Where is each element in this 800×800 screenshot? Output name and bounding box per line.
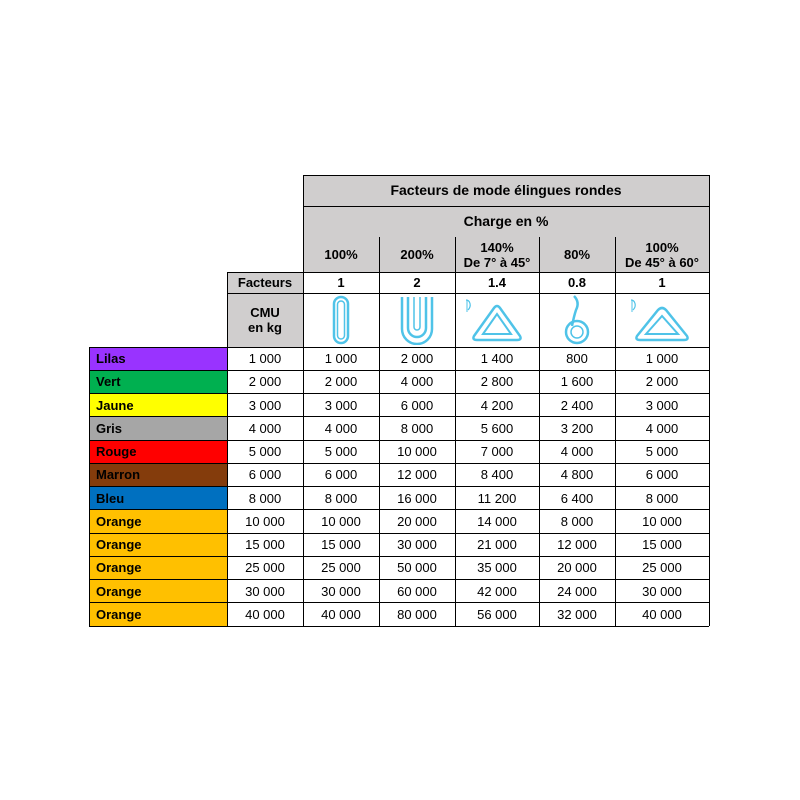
load-cell (379, 580, 455, 603)
icon-cell (615, 293, 709, 347)
cmu-value: 6 000 (248, 467, 282, 483)
cmu-value: 8 000 (248, 490, 282, 506)
cmu-value: 25 000 (245, 560, 285, 576)
cmu-value: 1 000 (248, 351, 282, 367)
load-cell (615, 487, 709, 510)
color-name: Jaune (96, 397, 134, 413)
cmu-cell (227, 603, 303, 626)
load-value: 8 000 (645, 490, 679, 506)
load-cell (615, 347, 709, 370)
mode-header-1 (303, 237, 379, 272)
color-label-cell (89, 533, 227, 556)
load-cell (379, 463, 455, 486)
load-cell (303, 603, 379, 626)
load-value: 5 600 (480, 420, 514, 436)
load-value: 2 000 (324, 374, 358, 390)
grid-line (89, 486, 709, 487)
load-cell (615, 580, 709, 603)
load-value: 3 200 (560, 420, 594, 436)
mode-angle: De 7° à 45° (463, 254, 531, 270)
load-value: 5 000 (645, 444, 679, 460)
cmu-cell (227, 417, 303, 440)
grid-line (227, 272, 228, 626)
grid-line (709, 175, 710, 626)
load-cell (379, 394, 455, 417)
load-value: 2 800 (480, 374, 514, 390)
load-value: 6 400 (560, 490, 594, 506)
load-value: 10 000 (397, 444, 437, 460)
load-cell (455, 603, 539, 626)
mode-header-4 (539, 237, 615, 272)
load-cell (303, 487, 379, 510)
load-value: 6 000 (400, 397, 434, 413)
color-name: Orange (96, 606, 142, 622)
vertical-loop-icon (331, 295, 351, 345)
load-cell (615, 603, 709, 626)
load-value: 4 000 (645, 420, 679, 436)
load-value: 60 000 (397, 583, 437, 599)
color-label-cell (89, 556, 227, 579)
load-value: 3 000 (324, 397, 358, 413)
load-cell (455, 463, 539, 486)
color-label-cell (89, 510, 227, 533)
mode-percent: 80% (563, 247, 591, 262)
load-cell (303, 580, 379, 603)
load-cell (379, 603, 455, 626)
cmu-value: 10 000 (245, 513, 285, 529)
grid-line (89, 440, 709, 441)
load-cell (303, 556, 379, 579)
grid-line (89, 602, 709, 603)
load-value: 32 000 (557, 606, 597, 622)
load-value: 8 000 (324, 490, 358, 506)
factor-cell (539, 272, 615, 293)
mode-percent: 100% (324, 247, 358, 262)
load-cell (539, 556, 615, 579)
load-value: 8 400 (480, 467, 514, 483)
load-value: 40 000 (321, 606, 361, 622)
load-value: 1 600 (560, 374, 594, 390)
load-cell (379, 533, 455, 556)
factor-value: 2 (413, 275, 421, 290)
load-cell (539, 347, 615, 370)
load-value: 10 000 (642, 513, 682, 529)
color-label-cell (89, 487, 227, 510)
table-title (303, 175, 709, 206)
color-name: Orange (96, 513, 142, 529)
grid-line (539, 237, 540, 626)
load-cell (539, 394, 615, 417)
load-value: 14 000 (477, 513, 517, 529)
load-value: 5 000 (324, 444, 358, 460)
grid-line (89, 416, 709, 417)
load-cell (303, 533, 379, 556)
triangle-basket-icon (464, 298, 530, 342)
mode-header-3 (455, 237, 539, 272)
load-cell (615, 370, 709, 393)
load-cell (379, 487, 455, 510)
factor-cell (303, 272, 379, 293)
load-cell (455, 370, 539, 393)
charge-subtitle (303, 206, 709, 237)
load-cell (303, 440, 379, 463)
cmu-cell (227, 510, 303, 533)
load-value: 4 000 (560, 444, 594, 460)
factor-cell (455, 272, 539, 293)
load-value: 12 000 (557, 537, 597, 553)
load-cell (539, 440, 615, 463)
load-value: 12 000 (397, 467, 437, 483)
grid-line (303, 175, 304, 626)
load-cell (303, 370, 379, 393)
color-label-cell (89, 370, 227, 393)
cmu-cell (227, 347, 303, 370)
mode-header-5 (615, 237, 709, 272)
color-name: Orange (96, 583, 142, 599)
grid-line (89, 463, 709, 464)
load-value: 2 400 (560, 397, 594, 413)
load-cell (303, 463, 379, 486)
icon-cell (539, 293, 615, 347)
color-label-cell (89, 417, 227, 440)
factor-cell (379, 272, 455, 293)
load-value: 11 200 (477, 490, 517, 506)
color-name: Rouge (96, 444, 137, 460)
load-cell (455, 556, 539, 579)
load-cell (615, 533, 709, 556)
grid-line (303, 206, 709, 207)
load-value: 30 000 (642, 583, 682, 599)
load-value: 21 000 (477, 537, 517, 553)
factors-label-cell (227, 272, 303, 293)
color-name: Bleu (96, 490, 125, 506)
factor-value: 1 (337, 275, 345, 290)
load-cell (615, 440, 709, 463)
cmu-cell (227, 394, 303, 417)
load-cell (539, 603, 615, 626)
load-cell (455, 347, 539, 370)
load-cell (455, 533, 539, 556)
load-value: 4 200 (480, 397, 514, 413)
choke-loop-icon (562, 294, 592, 346)
cmu-cell (227, 487, 303, 510)
load-value: 6 000 (324, 467, 358, 483)
cmu-value: 3 000 (248, 397, 282, 413)
load-value: 6 000 (645, 467, 679, 483)
mode-percent: 100% (645, 239, 679, 255)
load-cell (303, 510, 379, 533)
color-label-cell (89, 347, 227, 370)
load-cell (379, 556, 455, 579)
load-cell (455, 580, 539, 603)
color-name: Marron (96, 467, 141, 483)
load-cell (615, 463, 709, 486)
load-value: 3 000 (645, 397, 679, 413)
load-cell (379, 440, 455, 463)
color-label-cell (89, 440, 227, 463)
color-name: Orange (96, 537, 142, 553)
cmu-value: 40 000 (245, 606, 285, 622)
cmu-cell (227, 440, 303, 463)
cmu-cell (227, 580, 303, 603)
load-value: 30 000 (397, 537, 437, 553)
cmu-value: 15 000 (245, 537, 285, 553)
factors-label: Facteurs (237, 275, 293, 290)
color-name: Lilas (96, 351, 126, 367)
factor-value: 1 (658, 275, 666, 290)
color-label-cell (89, 580, 227, 603)
load-cell (455, 487, 539, 510)
cmu-value: 2 000 (248, 374, 282, 390)
factor-cell (615, 272, 709, 293)
load-value: 40 000 (642, 606, 682, 622)
load-cell (455, 440, 539, 463)
load-value: 50 000 (397, 560, 437, 576)
load-value: 25 000 (642, 560, 682, 576)
load-value: 25 000 (321, 560, 361, 576)
load-value: 56 000 (477, 606, 517, 622)
load-cell (615, 394, 709, 417)
cmu-value: 4 000 (248, 420, 282, 436)
load-cell (303, 417, 379, 440)
load-value: 4 000 (324, 420, 358, 436)
load-cell (539, 487, 615, 510)
grid-line (89, 556, 709, 557)
load-cell (379, 417, 455, 440)
grid-line (615, 237, 616, 626)
load-value: 15 000 (321, 537, 361, 553)
load-value: 80 000 (397, 606, 437, 622)
load-value: 42 000 (477, 583, 517, 599)
grid-line (89, 370, 709, 371)
color-label-cell (89, 463, 227, 486)
load-value: 2 000 (400, 351, 434, 367)
grid-line (89, 347, 90, 626)
load-cell (539, 370, 615, 393)
load-value: 2 000 (645, 374, 679, 390)
load-value: 10 000 (321, 513, 361, 529)
load-cell (303, 347, 379, 370)
icon-cell (303, 293, 379, 347)
load-value: 16 000 (397, 490, 437, 506)
grid-line (455, 237, 456, 626)
load-cell (615, 556, 709, 579)
load-cell (539, 533, 615, 556)
load-cell (539, 580, 615, 603)
color-label-cell (89, 603, 227, 626)
factor-value: 1.4 (487, 275, 507, 290)
grid-line (89, 509, 709, 510)
load-cell (539, 510, 615, 533)
load-cell (455, 417, 539, 440)
mode-percent: 140% (480, 239, 514, 255)
table-title-text: Facteurs de mode élingues rondes (390, 182, 622, 198)
grid-line (89, 579, 709, 580)
cmu-cell (227, 463, 303, 486)
load-value: 1 000 (645, 351, 679, 367)
cmu-label-cell (227, 293, 303, 347)
load-cell (615, 417, 709, 440)
load-cell (455, 510, 539, 533)
load-value: 8 000 (560, 513, 594, 529)
load-value: 1 000 (324, 351, 358, 367)
load-value: 30 000 (321, 583, 361, 599)
load-value: 800 (566, 351, 588, 367)
load-cell (615, 510, 709, 533)
grid-line (89, 393, 709, 394)
load-value: 15 000 (642, 537, 682, 553)
grid-line (89, 347, 709, 348)
load-value: 7 000 (480, 444, 514, 460)
mode-header-2 (379, 237, 455, 272)
load-cell (455, 394, 539, 417)
load-value: 20 000 (557, 560, 597, 576)
color-name: Gris (96, 420, 123, 436)
color-name: Vert (96, 374, 121, 390)
load-value: 24 000 (557, 583, 597, 599)
grid-line (379, 237, 380, 626)
icon-cell (455, 293, 539, 347)
grid-line (89, 626, 709, 627)
cmu-cell (227, 370, 303, 393)
load-value: 35 000 (477, 560, 517, 576)
load-value: 20 000 (397, 513, 437, 529)
wide-triangle-basket-icon (629, 298, 695, 342)
load-value: 4 000 (400, 374, 434, 390)
factor-value: 0.8 (567, 275, 587, 290)
load-cell (539, 463, 615, 486)
color-label-cell (89, 394, 227, 417)
load-cell (303, 394, 379, 417)
load-cell (539, 417, 615, 440)
mode-angle: De 45° à 60° (624, 254, 699, 270)
grid-line (227, 293, 709, 294)
icon-cell (379, 293, 455, 347)
u-basket-icon (399, 295, 435, 345)
cmu-cell (227, 533, 303, 556)
load-value: 8 000 (400, 420, 434, 436)
cmu-cell (227, 556, 303, 579)
grid-line (303, 175, 709, 176)
load-cell (379, 347, 455, 370)
load-value: 4 800 (560, 467, 594, 483)
color-name: Orange (96, 560, 142, 576)
load-cell (379, 370, 455, 393)
grid-line (89, 533, 709, 534)
cmu-value: 30 000 (245, 583, 285, 599)
grid-line (227, 272, 709, 273)
cmu-label: CMU en kg (248, 305, 282, 335)
load-value: 1 400 (480, 351, 514, 367)
load-cell (379, 510, 455, 533)
mode-percent: 200% (400, 247, 434, 262)
cmu-value: 5 000 (248, 444, 282, 460)
charge-subtitle-text: Charge en % (463, 213, 549, 229)
